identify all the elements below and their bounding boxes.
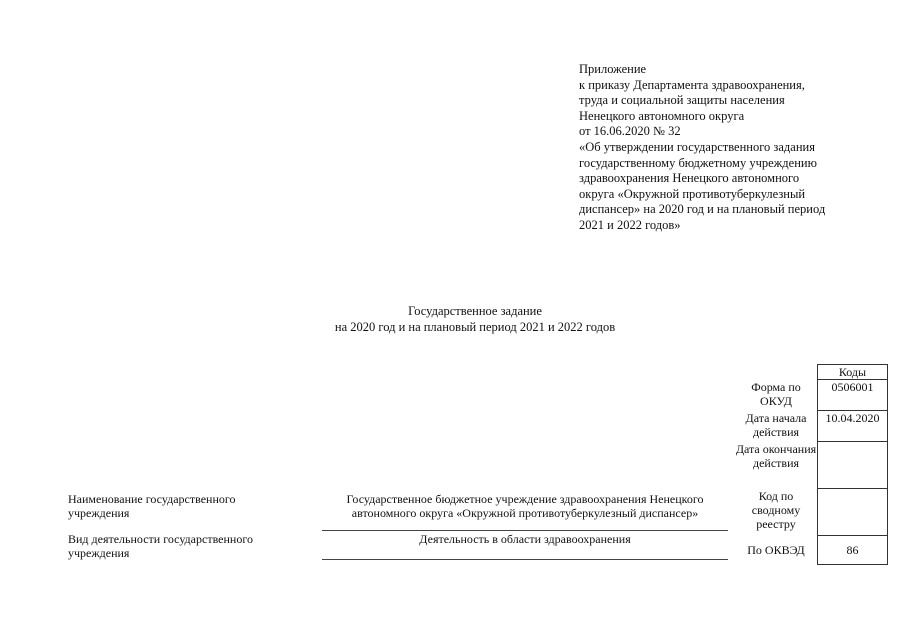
institution-name-value: Государственное бюджетное учреждение здравоохранения Ненецкого автономного округа «Окружной противотуберкулезный диспансер» xyxy=(346,492,704,520)
title-line-2: на 2020 год и на плановый период 2021 и 2022 годов xyxy=(334,320,616,334)
institution-name-label: Наименование государственного учреждения xyxy=(68,492,236,520)
appendix-line: «Об утверждении государственного задания xyxy=(579,139,815,154)
appendix-line: 2021 и 2022 годов» xyxy=(579,217,681,232)
appendix-line: труда и социальной защиты населения xyxy=(579,93,785,108)
document-title xyxy=(300,303,650,335)
okud-label: Форма по ОКУД xyxy=(751,379,801,408)
appendix-line: от 16.06.2020 № 32 xyxy=(579,124,681,139)
okud-value: 0506001 xyxy=(818,380,888,411)
codes-header: Коды xyxy=(818,365,888,380)
appendix-header xyxy=(579,62,889,234)
appendix-line: диспансер» на 2020 год и на плановый период xyxy=(579,202,826,217)
end-date-value xyxy=(818,442,888,489)
title-line-1: Государственное задание xyxy=(408,304,542,318)
appendix-line: здравоохранения Ненецкого автономного xyxy=(579,171,800,186)
activity-type-underline xyxy=(322,559,728,560)
activity-type-label: Вид деятельности государственного учреждения xyxy=(68,532,253,560)
appendix-line: к приказу Департамента здравоохранения, xyxy=(579,77,805,92)
okved-label: По ОКВЭД xyxy=(747,543,805,557)
registry-code-label: Код по сводному реестру xyxy=(751,488,801,531)
activity-type-value: Деятельность в области здравоохранения xyxy=(419,532,631,546)
institution-name-underline xyxy=(322,530,728,531)
registry-code-value xyxy=(818,489,888,536)
appendix-line: округа «Окружной противотуберкулезный xyxy=(579,186,806,201)
appendix-line: Ненецкого автономного округа xyxy=(579,108,745,123)
appendix-line: государственному бюджетному учреждению xyxy=(579,155,817,170)
codes-table xyxy=(735,364,888,565)
end-date-label: Дата окончания действия xyxy=(735,441,817,470)
start-date-label: Дата начала действия xyxy=(745,410,807,439)
start-date-value: 10.04.2020 xyxy=(818,411,888,442)
appendix-line: Приложение xyxy=(579,62,647,76)
okved-value: 86 xyxy=(818,536,888,565)
